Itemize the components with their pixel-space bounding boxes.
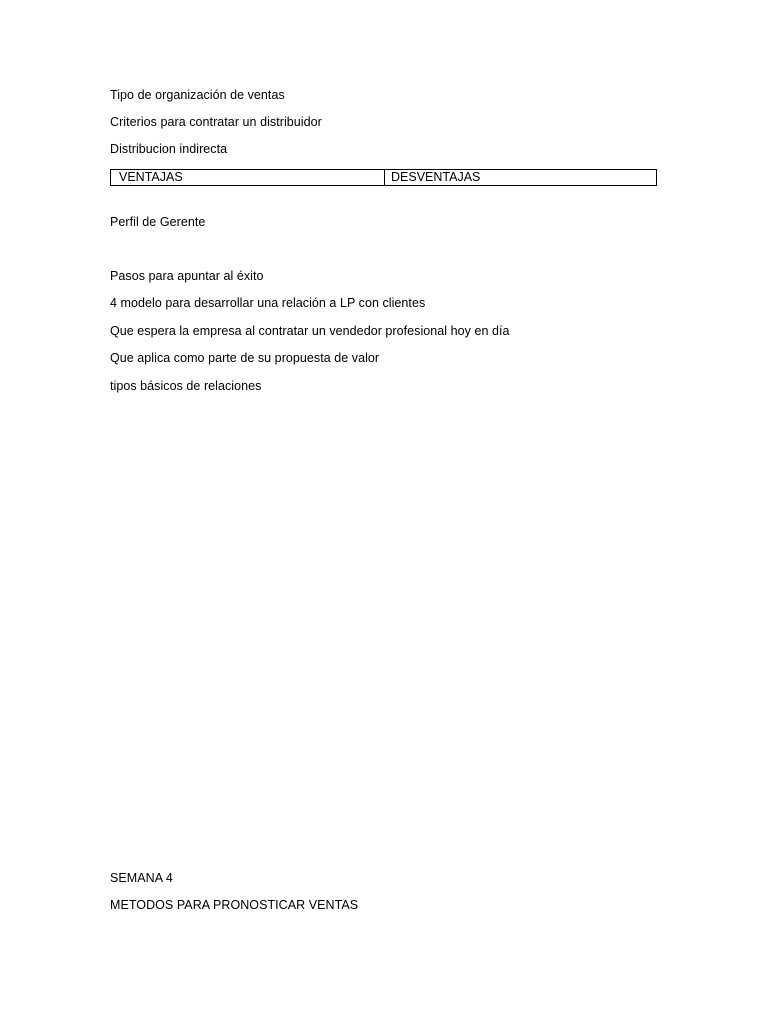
- ventajas-desventajas-table: [110, 169, 657, 186]
- heading-pasos-exito: Pasos para apuntar al éxito: [110, 269, 264, 283]
- table-header-desventajas: DESVENTAJAS: [391, 170, 481, 184]
- heading-espera-empresa: Que espera la empresa al contratar un vendedor profesional hoy en día: [110, 324, 510, 338]
- heading-propuesta-valor: Que aplica como parte de su propuesta de valor: [110, 351, 380, 365]
- heading-criterios-distribuidor: Criterios para contratar un distribuidor: [110, 115, 322, 129]
- heading-tipos-relaciones: tipos básicos de relaciones: [110, 379, 262, 393]
- heading-perfil-gerente: Perfil de Gerente: [110, 215, 206, 229]
- heading-semana-4: SEMANA 4: [110, 871, 173, 885]
- heading-metodos-pronosticar: METODOS PARA PRONOSTICAR VENTAS: [110, 898, 359, 912]
- heading-distribucion-indirecta: Distribucion indirecta: [110, 142, 228, 156]
- heading-tipo-organizacion: Tipo de organización de ventas: [110, 88, 285, 102]
- table-header-ventajas: VENTAJAS: [111, 170, 385, 185]
- heading-modelo-relacion: 4 modelo para desarrollar una relación a LP con clientes: [110, 296, 426, 310]
